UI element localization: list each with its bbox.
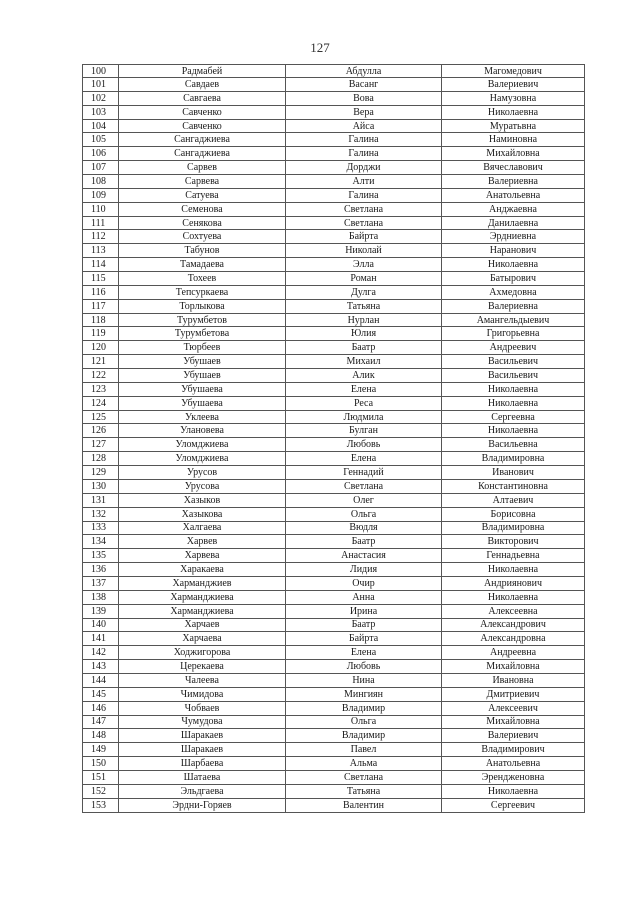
table-row	[83, 715, 585, 729]
table-row	[83, 78, 585, 92]
row-number-cell: 117	[83, 299, 119, 313]
table-row	[83, 147, 585, 161]
first-name-cell: Светлана	[286, 202, 442, 216]
surname-cell: Чимидова	[119, 687, 286, 701]
first-name-cell: Галина	[286, 188, 442, 202]
row-number-cell: 146	[83, 701, 119, 715]
row-number-cell: 130	[83, 479, 119, 493]
first-name-cell: Нина	[286, 673, 442, 687]
table-row	[83, 452, 585, 466]
table-row	[83, 175, 585, 189]
table-row	[83, 466, 585, 480]
patronymic-cell: Николаевна	[442, 258, 585, 272]
row-number-cell: 123	[83, 382, 119, 396]
row-number-cell: 129	[83, 466, 119, 480]
row-number-cell: 128	[83, 452, 119, 466]
row-number-cell: 125	[83, 410, 119, 424]
table-row	[83, 396, 585, 410]
surname-cell: Чалеева	[119, 673, 286, 687]
first-name-cell: Элла	[286, 258, 442, 272]
first-name-cell: Владимир	[286, 729, 442, 743]
row-number-cell: 152	[83, 784, 119, 798]
patronymic-cell: Викторович	[442, 535, 585, 549]
patronymic-cell: Магомедович	[442, 65, 585, 78]
row-number-cell: 133	[83, 521, 119, 535]
table-row	[83, 563, 585, 577]
table-row	[83, 770, 585, 784]
first-name-cell: Альма	[286, 757, 442, 771]
row-number-cell: 131	[83, 493, 119, 507]
row-number-cell: 126	[83, 424, 119, 438]
patronymic-cell: Наминовна	[442, 133, 585, 147]
roster-table	[82, 64, 585, 813]
surname-cell: Улановева	[119, 424, 286, 438]
first-name-cell: Любовь	[286, 660, 442, 674]
table-row	[83, 105, 585, 119]
patronymic-cell: Сергеевна	[442, 410, 585, 424]
surname-cell: Хазыкова	[119, 507, 286, 521]
first-name-cell: Геннадий	[286, 466, 442, 480]
first-name-cell: Булган	[286, 424, 442, 438]
patronymic-cell: Николаевна	[442, 382, 585, 396]
patronymic-cell: Николаевна	[442, 563, 585, 577]
table-row	[83, 65, 585, 78]
row-number-cell: 150	[83, 757, 119, 771]
patronymic-cell: Михайловна	[442, 715, 585, 729]
surname-cell: Чобваев	[119, 701, 286, 715]
first-name-cell: Вюдля	[286, 521, 442, 535]
patronymic-cell: Валериевна	[442, 299, 585, 313]
first-name-cell: Елена	[286, 382, 442, 396]
row-number-cell: 137	[83, 576, 119, 590]
surname-cell: Турумбетова	[119, 327, 286, 341]
row-number-cell: 116	[83, 285, 119, 299]
surname-cell: Уломджиева	[119, 438, 286, 452]
table-row	[83, 369, 585, 383]
patronymic-cell: Васильевич	[442, 369, 585, 383]
table-row	[83, 327, 585, 341]
row-number-cell: 145	[83, 687, 119, 701]
patronymic-cell: Иванович	[442, 466, 585, 480]
table-row	[83, 258, 585, 272]
surname-cell: Тюрбеев	[119, 341, 286, 355]
table-row	[83, 549, 585, 563]
row-number-cell: 107	[83, 161, 119, 175]
surname-cell: Харчаев	[119, 618, 286, 632]
surname-cell: Савдаев	[119, 78, 286, 92]
row-number-cell: 101	[83, 78, 119, 92]
table-row	[83, 618, 585, 632]
patronymic-cell: Михайловна	[442, 147, 585, 161]
table-row	[83, 438, 585, 452]
patronymic-cell: Владимировна	[442, 452, 585, 466]
patronymic-cell: Данилаевна	[442, 216, 585, 230]
table-row	[83, 757, 585, 771]
table-row	[83, 687, 585, 701]
surname-cell: Убушаева	[119, 396, 286, 410]
first-name-cell: Байрта	[286, 632, 442, 646]
surname-cell: Эрдни-Горяев	[119, 798, 286, 812]
table-row	[83, 660, 585, 674]
table-row	[83, 382, 585, 396]
surname-cell: Харманджиева	[119, 590, 286, 604]
row-number-cell: 114	[83, 258, 119, 272]
row-number-cell: 135	[83, 549, 119, 563]
table-row	[83, 133, 585, 147]
table-row	[83, 798, 585, 812]
patronymic-cell: Наранович	[442, 244, 585, 258]
patronymic-cell: Николаевна	[442, 590, 585, 604]
table-row	[83, 216, 585, 230]
first-name-cell: Вера	[286, 105, 442, 119]
first-name-cell: Татьяна	[286, 784, 442, 798]
surname-cell: Уклеева	[119, 410, 286, 424]
row-number-cell: 105	[83, 133, 119, 147]
row-number-cell: 143	[83, 660, 119, 674]
row-number-cell: 139	[83, 604, 119, 618]
row-number-cell: 118	[83, 313, 119, 327]
patronymic-cell: Ахмедовна	[442, 285, 585, 299]
row-number-cell: 112	[83, 230, 119, 244]
surname-cell: Ходжигорова	[119, 646, 286, 660]
patronymic-cell: Анджаевна	[442, 202, 585, 216]
table-row	[83, 729, 585, 743]
first-name-cell: Анна	[286, 590, 442, 604]
first-name-cell: Алик	[286, 369, 442, 383]
first-name-cell: Людмила	[286, 410, 442, 424]
row-number-cell: 144	[83, 673, 119, 687]
row-number-cell: 110	[83, 202, 119, 216]
first-name-cell: Айса	[286, 119, 442, 133]
patronymic-cell: Анатольевна	[442, 757, 585, 771]
patronymic-cell: Владимирович	[442, 743, 585, 757]
first-name-cell: Татьяна	[286, 299, 442, 313]
first-name-cell: Очир	[286, 576, 442, 590]
patronymic-cell: Владимировна	[442, 521, 585, 535]
surname-cell: Сарвева	[119, 175, 286, 189]
first-name-cell: Елена	[286, 452, 442, 466]
table-row	[83, 493, 585, 507]
row-number-cell: 121	[83, 355, 119, 369]
surname-cell: Шаракаев	[119, 743, 286, 757]
table-row	[83, 161, 585, 175]
surname-cell: Шаракаев	[119, 729, 286, 743]
table-row	[83, 272, 585, 286]
patronymic-cell: Андриянович	[442, 576, 585, 590]
first-name-cell: Баатр	[286, 618, 442, 632]
row-number-cell: 113	[83, 244, 119, 258]
row-number-cell: 138	[83, 590, 119, 604]
table-row	[83, 341, 585, 355]
table-row	[83, 313, 585, 327]
first-name-cell: Ольга	[286, 507, 442, 521]
patronymic-cell: Николаевна	[442, 105, 585, 119]
row-number-cell: 115	[83, 272, 119, 286]
first-name-cell: Роман	[286, 272, 442, 286]
patronymic-cell: Алексеевич	[442, 701, 585, 715]
surname-cell: Сенякова	[119, 216, 286, 230]
first-name-cell: Вова	[286, 91, 442, 105]
table-row	[83, 355, 585, 369]
patronymic-cell: Эрендженовна	[442, 770, 585, 784]
first-name-cell: Реса	[286, 396, 442, 410]
surname-cell: Сохтуева	[119, 230, 286, 244]
first-name-cell: Валентин	[286, 798, 442, 812]
patronymic-cell: Амангельдыевич	[442, 313, 585, 327]
row-number-cell: 100	[83, 65, 119, 78]
first-name-cell: Владимир	[286, 701, 442, 715]
patronymic-cell: Намузовна	[442, 91, 585, 105]
first-name-cell: Галина	[286, 147, 442, 161]
patronymic-cell: Вячеславович	[442, 161, 585, 175]
first-name-cell: Ольга	[286, 715, 442, 729]
table-row	[83, 479, 585, 493]
patronymic-cell: Григорьевна	[442, 327, 585, 341]
first-name-cell: Светлана	[286, 479, 442, 493]
patronymic-cell: Александровна	[442, 632, 585, 646]
patronymic-cell: Валериевна	[442, 175, 585, 189]
surname-cell: Харвев	[119, 535, 286, 549]
table-row	[83, 632, 585, 646]
surname-cell: Радмабей	[119, 65, 286, 78]
first-name-cell: Юлия	[286, 327, 442, 341]
first-name-cell: Дорджи	[286, 161, 442, 175]
table-row	[83, 743, 585, 757]
surname-cell: Семенова	[119, 202, 286, 216]
surname-cell: Савченко	[119, 119, 286, 133]
surname-cell: Харманджиева	[119, 604, 286, 618]
surname-cell: Тамадаева	[119, 258, 286, 272]
table-row	[83, 604, 585, 618]
surname-cell: Хазыков	[119, 493, 286, 507]
surname-cell: Шарбаева	[119, 757, 286, 771]
patronymic-cell: Николаевна	[442, 396, 585, 410]
patronymic-cell: Алтаевич	[442, 493, 585, 507]
first-name-cell: Баатр	[286, 535, 442, 549]
patronymic-cell: Батырович	[442, 272, 585, 286]
table-row	[83, 424, 585, 438]
surname-cell: Сатуева	[119, 188, 286, 202]
first-name-cell: Ирина	[286, 604, 442, 618]
first-name-cell: Галина	[286, 133, 442, 147]
row-number-cell: 149	[83, 743, 119, 757]
surname-cell: Сарвев	[119, 161, 286, 175]
surname-cell: Убушаев	[119, 355, 286, 369]
surname-cell: Турумбетов	[119, 313, 286, 327]
surname-cell: Эльдгаева	[119, 784, 286, 798]
table-row	[83, 535, 585, 549]
row-number-cell: 127	[83, 438, 119, 452]
patronymic-cell: Андреевна	[442, 646, 585, 660]
patronymic-cell: Александрович	[442, 618, 585, 632]
table-row	[83, 91, 585, 105]
row-number-cell: 102	[83, 91, 119, 105]
table-row	[83, 521, 585, 535]
row-number-cell: 136	[83, 563, 119, 577]
patronymic-cell: Дмитриевич	[442, 687, 585, 701]
surname-cell: Убушаев	[119, 369, 286, 383]
surname-cell: Харвева	[119, 549, 286, 563]
surname-cell: Савченко	[119, 105, 286, 119]
row-number-cell: 148	[83, 729, 119, 743]
patronymic-cell: Васильевна	[442, 438, 585, 452]
patronymic-cell: Николаевна	[442, 784, 585, 798]
row-number-cell: 124	[83, 396, 119, 410]
patronymic-cell: Эрдниевна	[442, 230, 585, 244]
surname-cell: Чумудова	[119, 715, 286, 729]
surname-cell: Халгаева	[119, 521, 286, 535]
table-row	[83, 299, 585, 313]
first-name-cell: Нурлан	[286, 313, 442, 327]
row-number-cell: 141	[83, 632, 119, 646]
table-row	[83, 576, 585, 590]
surname-cell: Торлыкова	[119, 299, 286, 313]
first-name-cell: Алти	[286, 175, 442, 189]
surname-cell: Урусов	[119, 466, 286, 480]
surname-cell: Харчаева	[119, 632, 286, 646]
surname-cell: Церекаева	[119, 660, 286, 674]
first-name-cell: Николай	[286, 244, 442, 258]
surname-cell: Харакаева	[119, 563, 286, 577]
patronymic-cell: Андреевич	[442, 341, 585, 355]
table-row	[83, 784, 585, 798]
row-number-cell: 122	[83, 369, 119, 383]
first-name-cell: Абдулла	[286, 65, 442, 78]
surname-cell: Тепсуркаева	[119, 285, 286, 299]
row-number-cell: 147	[83, 715, 119, 729]
table-row	[83, 244, 585, 258]
surname-cell: Урусова	[119, 479, 286, 493]
table-row	[83, 230, 585, 244]
patronymic-cell: Николаевна	[442, 424, 585, 438]
row-number-cell: 120	[83, 341, 119, 355]
first-name-cell: Байрта	[286, 230, 442, 244]
table-row	[83, 590, 585, 604]
table-row	[83, 646, 585, 660]
table-row	[83, 188, 585, 202]
row-number-cell: 109	[83, 188, 119, 202]
first-name-cell: Олег	[286, 493, 442, 507]
surname-cell: Тохеев	[119, 272, 286, 286]
surname-cell: Савгаева	[119, 91, 286, 105]
row-number-cell: 134	[83, 535, 119, 549]
first-name-cell: Светлана	[286, 770, 442, 784]
first-name-cell: Мингиян	[286, 687, 442, 701]
row-number-cell: 151	[83, 770, 119, 784]
first-name-cell: Дулга	[286, 285, 442, 299]
row-number-cell: 108	[83, 175, 119, 189]
first-name-cell: Любовь	[286, 438, 442, 452]
row-number-cell: 106	[83, 147, 119, 161]
row-number-cell: 132	[83, 507, 119, 521]
patronymic-cell: Муратьвна	[442, 119, 585, 133]
first-name-cell: Лидия	[286, 563, 442, 577]
row-number-cell: 119	[83, 327, 119, 341]
patronymic-cell: Ивановна	[442, 673, 585, 687]
surname-cell: Шатаева	[119, 770, 286, 784]
patronymic-cell: Михайловна	[442, 660, 585, 674]
surname-cell: Табунов	[119, 244, 286, 258]
patronymic-cell: Анатольевна	[442, 188, 585, 202]
patronymic-cell: Константиновна	[442, 479, 585, 493]
roster-table-body	[83, 65, 585, 813]
patronymic-cell: Геннадьевна	[442, 549, 585, 563]
surname-cell: Харманджиев	[119, 576, 286, 590]
table-row	[83, 119, 585, 133]
patronymic-cell: Борисовна	[442, 507, 585, 521]
table-row	[83, 673, 585, 687]
patronymic-cell: Сергеевич	[442, 798, 585, 812]
row-number-cell: 104	[83, 119, 119, 133]
patronymic-cell: Васильевич	[442, 355, 585, 369]
row-number-cell: 140	[83, 618, 119, 632]
table-row	[83, 285, 585, 299]
surname-cell: Убушаева	[119, 382, 286, 396]
table-row	[83, 410, 585, 424]
table-row	[83, 202, 585, 216]
row-number-cell: 103	[83, 105, 119, 119]
surname-cell: Уломджиева	[119, 452, 286, 466]
row-number-cell: 142	[83, 646, 119, 660]
table-row	[83, 701, 585, 715]
page-number: 127	[310, 40, 330, 55]
first-name-cell: Васанг	[286, 78, 442, 92]
patronymic-cell: Валериевич	[442, 78, 585, 92]
patronymic-cell: Валериевич	[442, 729, 585, 743]
first-name-cell: Анастасия	[286, 549, 442, 563]
surname-cell: Сангаджиева	[119, 133, 286, 147]
first-name-cell: Михаил	[286, 355, 442, 369]
first-name-cell: Елена	[286, 646, 442, 660]
patronymic-cell: Алексеевна	[442, 604, 585, 618]
row-number-cell: 111	[83, 216, 119, 230]
first-name-cell: Светлана	[286, 216, 442, 230]
first-name-cell: Павел	[286, 743, 442, 757]
first-name-cell: Баатр	[286, 341, 442, 355]
row-number-cell: 153	[83, 798, 119, 812]
table-row	[83, 507, 585, 521]
surname-cell: Сангаджиева	[119, 147, 286, 161]
